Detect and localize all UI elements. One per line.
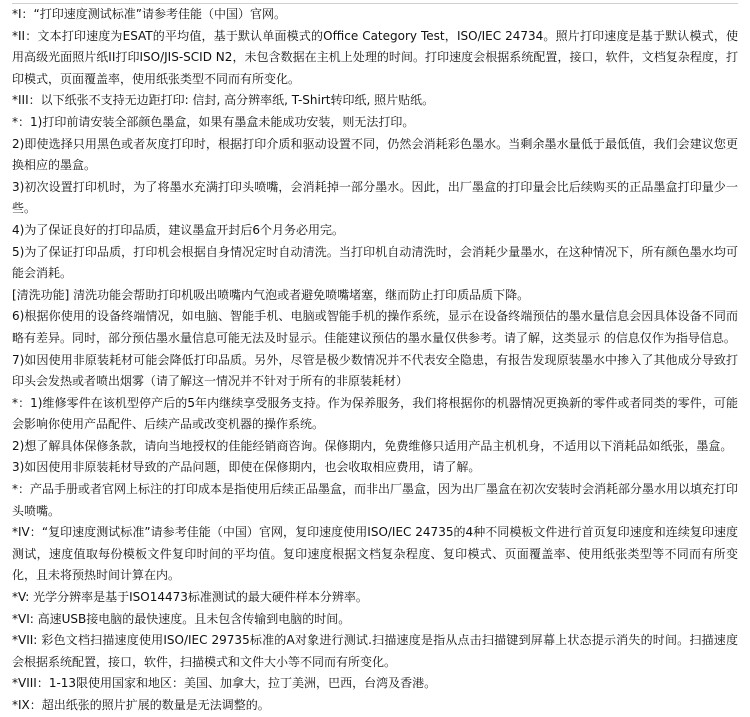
footnote-cleaning-function: [清洗功能] 清洗功能会帮助打印机吸出喷嘴内气泡或者避免喷嘴堵塞，继而防止打印质品质下降。 bbox=[12, 287, 530, 302]
footnote-initial-setup-ink: 3)初次设置打印机时，为了将墨水充满打印头喷嘴，会消耗掉一部分墨水。因此，出厂墨盒的打印量会比后续购买的正品墨盒打印量少一些。 bbox=[12, 179, 738, 216]
footnote-non-genuine-supplies: 7)如因使用非原装耗材可能会降低打印品质。另外，尽管是极少数情况并不代表安全隐患，有报告发现原装墨水中掺入了其他成分导致打印头会发热或者喷出烟雾（请了解这一情况并不针对于所有的非原装耗材） bbox=[12, 352, 738, 389]
footnote-print-cost: *：产品手册或者官网上标注的打印成本是指使用后续正品墨盒，而非出厂墨盒，因为出厂墨盒在初次安装时会消耗部分墨水用以填充打印头喷嘴。 bbox=[12, 482, 739, 518]
footnote-optical-resolution: *V: 光学分辨率是基于ISO14473标准测试的最大硬件样本分辨率。 bbox=[12, 590, 368, 605]
footnote-usb-speed: *VI: 高速USB接电脑的最快速度。且未包含传输到电脑的时间。 bbox=[12, 611, 351, 626]
footnote-ink-install: *：1)打印前请安装全部颜色墨盒，如果有墨盒未能成功安装，则无法打印。 bbox=[12, 114, 415, 129]
footnote-auto-cleaning: 5)为了保证打印品质，打印机会根据自身情况定时自动清洗。当打印机自动清洗时，会消耗少量墨水，在这种情况下，所有颜色墨水均可能会消耗。 bbox=[12, 244, 738, 281]
footnotes-list bbox=[12, 3, 738, 717]
footnote-regions: *VIII：1-13限使用国家和地区：美国、加拿大，拉丁美洲，巴西，台湾及香港。 bbox=[12, 676, 437, 691]
footnote-non-genuine-fees: 3)如因使用非原装耗材导致的产品问题，即使在保修期内，也会收取相应费用，请了解。 bbox=[12, 460, 481, 475]
footnote-warranty-terms: 2)想了解具体保修条款，请向当地授权的佳能经销商咨询。保修期内，免费维修只适用产品主机机身，不适用以下消耗品如纸张，墨盒。 bbox=[12, 438, 733, 453]
footnote-copy-speed: *IV：“复印速度测试标准”请参考佳能（中国）官网，复印速度使用ISO/IEC 24735的4种不同模板文件进行首页复印速度和连续复印速度测试，速度值取每份模板文件复印时间的平均值。复印速度根据文档复杂程度、复印模式、页面覆盖率、使用纸张类型等不同而有所变化，且未将预热时间计算在内。 bbox=[12, 525, 738, 583]
footnote-color-ink-usage: 2)即使选择只用黑色或者灰度打印时，根据打印介质和驱动设置不同，仍然会消耗彩色墨水。当剩余墨水量低于最低值，我们会建议您更换相应的墨盒。 bbox=[12, 136, 738, 173]
footnote-scan-speed: *VII: 彩色文档扫描速度使用ISO/IEC 29735标准的A对象进行测试.扫描速度是指从点击扫描键到屏幕上状态提示消失的时间。扫描速度会根据系统配置，接口，软件，扫描模式和文件大小等不同而有所变化。 bbox=[12, 633, 738, 669]
footnote-print-speed-standard: *I：“打印速度测试标准”请参考佳能（中国）官网。 bbox=[12, 7, 286, 21]
footnote-ink-shelf-life: 4)为了保证良好的打印品质，建议墨盒开封后6个月务必用完。 bbox=[12, 222, 344, 237]
footnote-ink-level-estimate: 6)根据你使用的设备终端情况，如电脑、智能手机、电脑或智能手机的操作系统，显示在设备终端预估的墨水量信息会因具体设备不同而略有差异。同时，部分预估墨水量信息可能无法及时显示。佳能建议预估的墨水量仅供参考。请了解，这类显示 的信息仅作为指导信息。 bbox=[12, 309, 738, 345]
footnote-print-speed-detail: *II：文本打印速度为ESAT的平均值，基于默认单面模式的Office Category Test，ISO/IEC 24734。照片打印速度是基于默认模式，使用高级光面照片纸II打印ISO/JIS-SCID N2，未包含数据在主机上处理的时间。打印速度会根据系统配置，接口，软件，文档复杂程度，打印模式，页面覆盖率，使用纸张类型不同而有所变化。 bbox=[12, 28, 738, 86]
footnote-repair-parts: *：1)维修零件在该机型停产后的5年内继续享受服务支持。作为保养服务，我们将根据你的机器情况更换新的零件或者同类的零件，可能会影响你使用产品配件、后续产品或改变机器的操作系统。 bbox=[12, 395, 738, 432]
footnote-photo-extension: *IX：超出纸张的照片扩展的数量是无法调整的。 bbox=[12, 698, 270, 712]
footnote-borderless-paper: *III：以下纸张不支持无边距打印: 信封, 高分辨率纸, T-Shirt转印纸, 照片贴纸。 bbox=[12, 93, 435, 108]
